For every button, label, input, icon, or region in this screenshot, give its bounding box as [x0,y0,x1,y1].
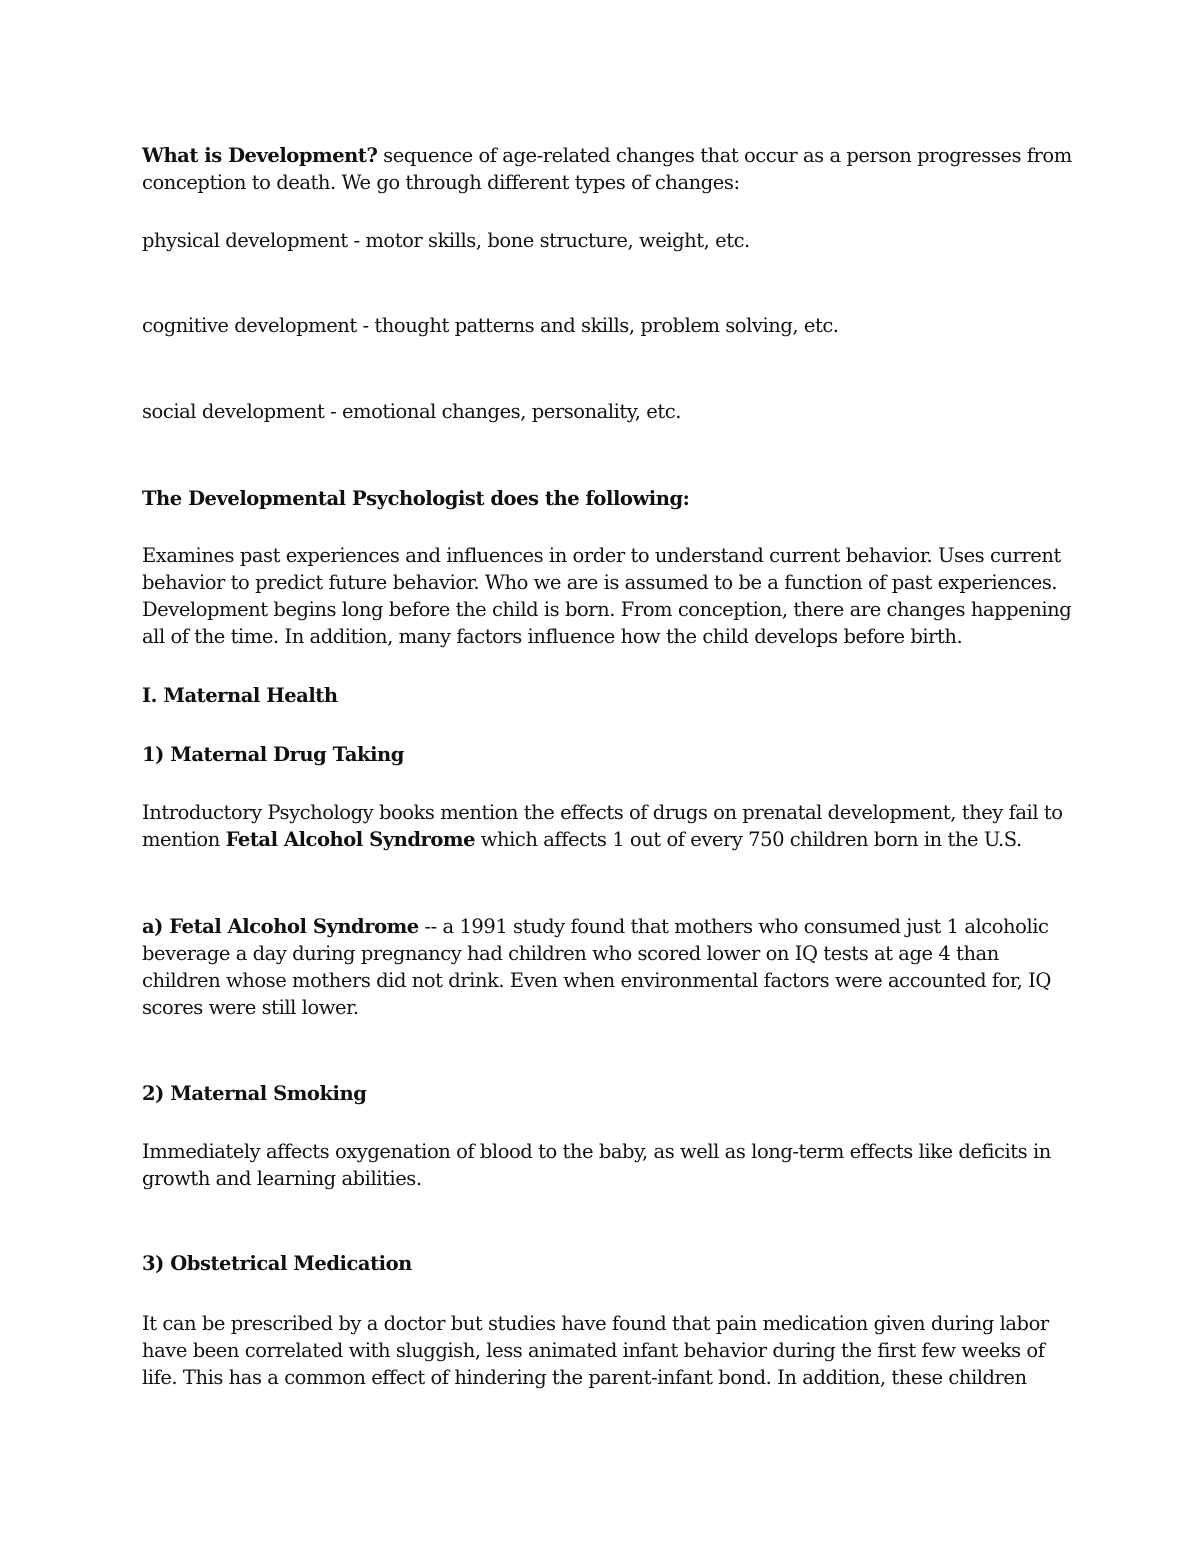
psychologist-paragraph: Examines past experiences and influences in order to understand current behavior. Uses current behavior to predict future behavior. Who we are is assumed to be a function of past experiences. Development begins long before the child is born. From conception, there are changes happening all of the time. In addition, many factors influence how the child develops before birth. [142,544,1072,648]
drug-taking-paragraph: Introductory Psychology books mention the effects of drugs on prenatal development, they fail to mention Fetal Alcohol Syndrome which affects 1 out of every 750 children born in the U.S. [142,801,1063,851]
medication-paragraph: It can be prescribed by a doctor but studies have found that pain medication given during labor have been correlated with sluggish, less animated infant behavior during the first few weeks of life. This has a common effect of hindering the parent-infant bond. In addition, these children [142,1312,1049,1389]
social-development-line: social development - emotional changes, personality, etc. [142,400,681,423]
smoking-heading: 2) Maternal Smoking [142,1082,367,1105]
fas-heading: a) Fetal Alcohol Syndrome [142,915,419,938]
drug-taking-heading: 1) Maternal Drug Taking [142,743,404,766]
smoking-paragraph: Immediately affects oxygenation of blood to the baby, as well as long-term effects like deficits in growth and learning abilities. [142,1140,1051,1190]
medication-heading: 3) Obstetrical Medication [142,1252,412,1275]
fas-text: -- a 1991 study found that mothers who consumed just 1 alcoholic beverage a day during pregnancy had children who scored lower on IQ tests at age 4 than children whose mothers did not drink. Even when environmental factors were accounted for, IQ scores were still lower. [142,915,1051,1019]
fas-paragraph [142,913,1072,1021]
physical-development-line: physical development - motor skills, bone structure, weight, etc. [142,229,750,252]
maternal-health-heading: I. Maternal Health [142,684,338,707]
cognitive-development-line: cognitive development - thought patterns and skills, problem solving, etc. [142,314,839,337]
psychologist-heading: The Developmental Psychologist does the following: [142,487,690,510]
intro-text: sequence of age-related changes that occur as a person progresses from conception to death. We go through different types of changes: [142,144,1072,194]
fas-term: Fetal Alcohol Syndrome [225,828,476,851]
intro-heading: What is Development? [142,144,378,167]
intro-paragraph [142,142,1072,196]
